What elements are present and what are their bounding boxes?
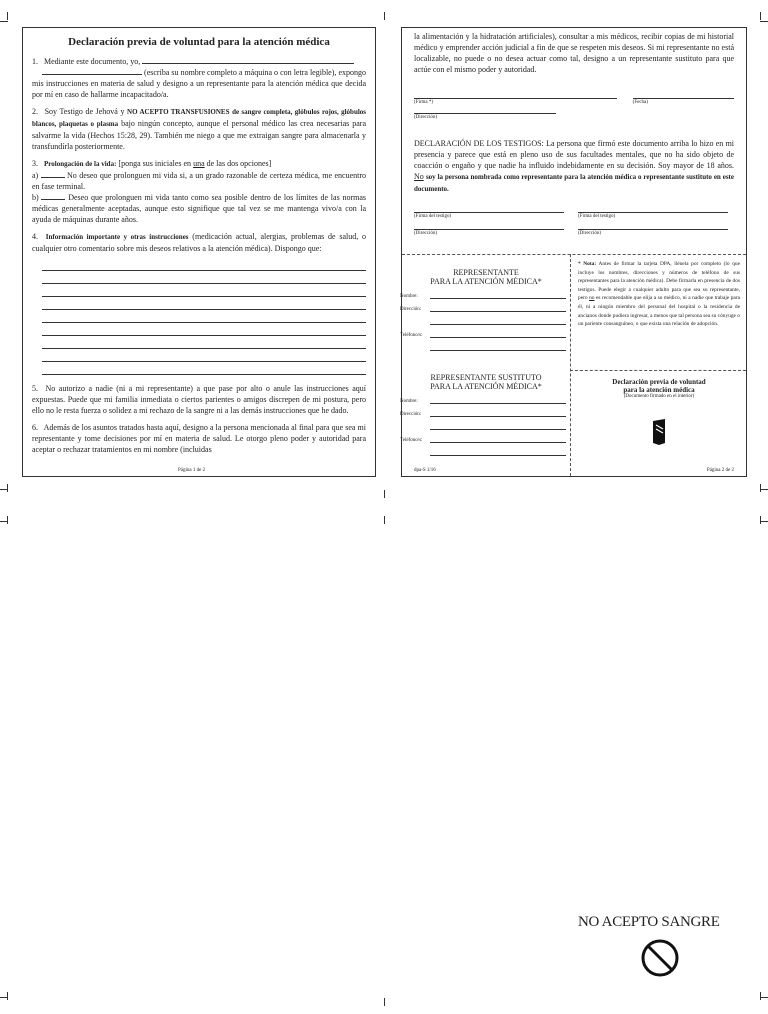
item-6: 6. Además de los asuntos tratados hasta aquí, designo a la persona mencionada al final para que sea mi representante y tome decisiones por mí en materia de salud. Le otorgo pleno poder y autoridad para aceptar o rechazar tratamientos en mi nombre (incluidas (32, 423, 366, 454)
rep-phone-line2[interactable] (430, 342, 566, 351)
card-cover: Declaración previa de voluntad para la atención médica (Documento firmado en el interior) (572, 378, 746, 452)
fold-line (402, 254, 746, 255)
form-page-2 (401, 27, 747, 477)
crop-mark (760, 484, 761, 492)
page-number: Página 2 de 2 (706, 468, 734, 473)
form-page-1 (22, 27, 376, 477)
sub-address-field[interactable]: Dirección: (400, 408, 566, 417)
note: * Nota: Antes de firmar la tarjeta DPA, llénela por completo (lo que incluye los nombres, direcciones y números de teléfono de sus representantes para la atención médica). Debe firmarla en presencia de dos testigos. Puede elegir a cualquier adulto para que sea su representante, pero no es recomendable que elija a su médico, ni a nadie que trabaje para él, ni a ningún miembro del personal del hospital o la residencia de ancianos donde pudiera ingresar, a menos que tal persona sea su cónyuge o un pariente consanguíneo, o que exista una relación de adopción. (578, 261, 740, 328)
item-4: 4. Información importante y otras instrucciones (medicación actual, alergias, problemas de salud, o cualquier otro comentario sobre mis deseos relativos a la atención médica). Dispongo que: (32, 232, 367, 253)
logo-icon (651, 417, 667, 447)
signature-section: (Firma *) (Fecha) (Dirección) (414, 84, 734, 120)
witness-signature-2[interactable] (578, 198, 728, 213)
witness-declaration: DECLARACIÓN DE LOS TESTIGOS: La persona que firmó este documento arriba lo hizo en mi presencia y parece que está en pleno uso de sus facultades mentales, que no ha sido objeto de coacción o engaño y que nadie ha influido indebidamente en su decisión. Soy mayor de 18 años. No soy la persona nombrada como representante para la atención médica o representante sustituto en este documento. (414, 139, 735, 193)
witness-signatures: (Firma del testigo) (Firma del testigo) (Dirección) (Dirección) (414, 198, 728, 236)
crop-mark (384, 998, 385, 1006)
crop-mark (0, 521, 8, 522)
crop-mark (0, 997, 8, 998)
instructions-lines[interactable] (42, 258, 366, 375)
crop-mark (0, 489, 8, 490)
form-title: Declaración previa de voluntad para la atención médica (68, 36, 330, 48)
full-name-field-line2[interactable] (42, 74, 142, 75)
sub-phone-field[interactable]: Teléfono/s: (400, 434, 566, 443)
crop-mark (760, 521, 768, 522)
item-1: 1. Mediante este documento, yo, (escriba su nombre completo a máquina o con letra legible), expongo mis instrucciones en materia de salud y designo a un representante para la atención médica que decida por mí en caso de hallarme incapacitado/a. (32, 57, 366, 99)
crop-mark (384, 516, 385, 524)
crop-mark (7, 516, 8, 524)
crop-mark (760, 12, 761, 20)
page-number: Página 1 de 2 (178, 468, 206, 473)
substitute-representative-section: REPRESENTANTE SUSTITUTO PARA LA ATENCIÓN MÉDICA* Nombre: Dirección: Teléfono/s: (402, 373, 570, 460)
sub-phone-line2[interactable] (430, 447, 566, 456)
witness-signature-1[interactable] (414, 198, 564, 213)
sub-address-line2[interactable] (430, 421, 566, 430)
crop-mark (384, 12, 385, 20)
crop-mark (760, 516, 761, 524)
crop-mark (0, 21, 8, 22)
representative-section: REPRESENTANTE PARA LA ATENCIÓN MÉDICA* Nombre: Dirección: Teléfono/s: (402, 268, 570, 355)
address-field[interactable] (414, 105, 556, 114)
rep-name-field[interactable]: Nombre: (400, 290, 566, 299)
crop-mark (7, 484, 8, 492)
full-name-field[interactable] (142, 63, 354, 64)
crop-mark (760, 21, 768, 22)
form-code: dpa-S 1/16 (414, 468, 436, 473)
no-entry-circle-icon (640, 938, 680, 978)
crop-mark (760, 992, 761, 1000)
crop-mark (760, 997, 768, 998)
witness-address-1[interactable] (414, 219, 564, 230)
rep-phone-field[interactable]: Teléfono/s: (400, 329, 566, 338)
rep-address-line2[interactable] (430, 316, 566, 325)
fold-line (570, 254, 571, 476)
crop-mark (760, 489, 768, 490)
fold-line (570, 370, 746, 371)
item-2: 2. Soy Testigo de Jehová y NO ACEPTO TRANSFUSIONES de sangre completa, glóbulos rojos, glóbulos blancos, plaquetas o plasma bajo ningún concepto, aunque el personal médico las crea necesarias para salvarme la vida (Hechos 15:28, 29). También me niego a que me extraigan sangre para almacenarla y transfundírla posteriormente. (32, 107, 367, 151)
sub-name-field[interactable]: Nombre: (400, 395, 566, 404)
date-field[interactable] (633, 84, 734, 99)
crop-mark (7, 12, 8, 20)
initials-option-b[interactable] (41, 199, 65, 200)
continuation-text: la alimentación y la hidratación artificiales), consultar a mis médicos, recibir copias de mi historial médico y emprender acción judicial a fin de que se respeten mis deseos. Si mi representante no está localizable, no puede o no desea actuar como tal, designo a un representante sustituto para que actúe con el mismo poder y autoridad. (414, 32, 734, 74)
item-3: 3. Prolongación de la vida: [ponga sus iniciales en una de las dos opciones] a) No deseo que prolonguen mi vida si, a un grado razonable de certeza médica, me encuentro en fase terminal. b) Deseo que prolonguen mi vida tanto como sea posible dentro de los límites de las normas médicas generalmente aceptadas, aunque esto signifique que tal vez se me mantenga vivo/a con la ayuda de máquinas durante años. (32, 159, 367, 224)
signature-field[interactable] (414, 84, 617, 99)
crop-mark (7, 992, 8, 1000)
item-5: 5. No autorizo a nadie (ni a mi representante) a que pase por alto o anule las instrucciones aquí expuestas. Puede que mi familia inmediata o ciertos parientes o amigos discrepen de mi postura, pero ello no le resta fuerza o solidez a mi rechazo de la sangre ni a las demás instrucciones que he dado. (32, 384, 367, 415)
rep-address-field[interactable]: Dirección: (400, 303, 566, 312)
initials-option-a[interactable] (41, 177, 65, 178)
witness-address-2[interactable] (578, 219, 728, 230)
crop-mark (384, 490, 385, 498)
no-blood-label: NO ACEPTO SANGRE (578, 914, 720, 930)
